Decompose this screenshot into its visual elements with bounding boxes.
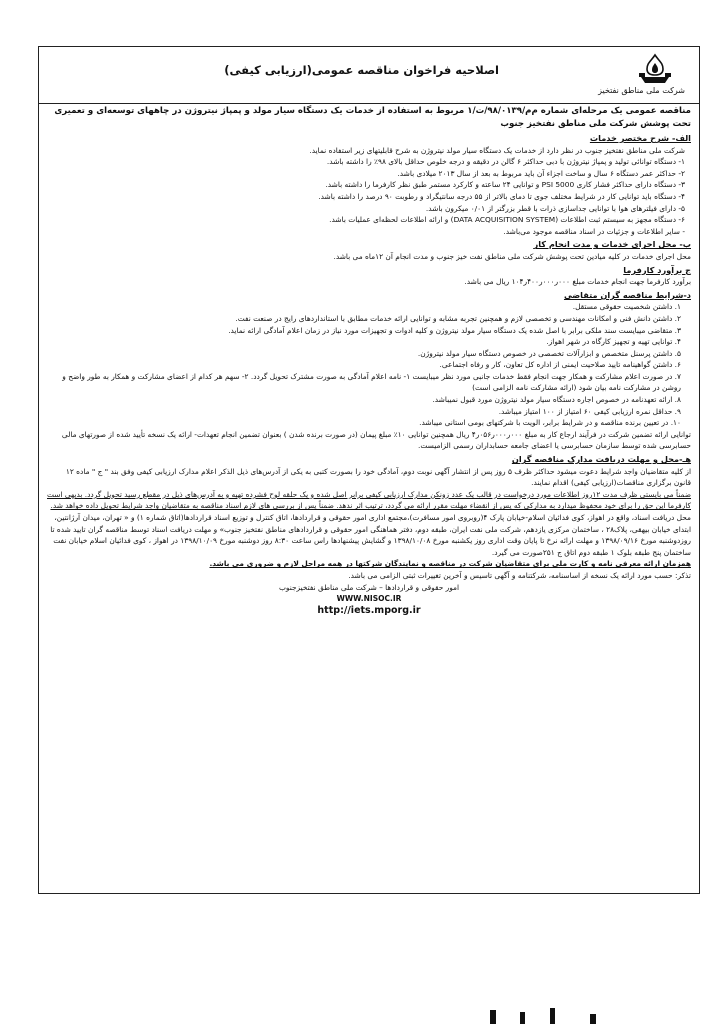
alef-line: شرکت ملی مناطق نفتخیز جنوب در نظر دارد از خدمات یک دستگاه سیار مولد نیتروژن به شرح قابلیتهای زیر استفاده نماید. — [309, 145, 685, 155]
intro-paragraph: مناقصه عمومی یک مرحله‌ای شماره م‌م/۹۸/۰۱۳۹/ت/۱ مربوط به استفاده از خدمات یک دستگاه سیار مولد و پمپاژ نیتروژن در چاههای توسعه‌ای و تعمیری تحت پوشش شرکت ملی مناطق نفتخیز جنوب — [54, 106, 691, 129]
attendance-text: همزمان ارائه معرفی نامه و کارت ملی برای متقاضیان شرکت در مناقصه و نمایندگان شرکتها در همه مراحل لازم و ضروری می باشد. — [209, 559, 691, 569]
dal-line: ۹. حداقل نمره ارزیابی کیفی ۶۰ امتیاز از ۱۰۰ امتیاز میباشد. — [498, 406, 681, 416]
signature: امور حقوقی و قراردادها – شرکت ملی مناطق نفتخیزجنوب — [278, 582, 460, 592]
dal-line: ۵. داشتن پرسنل متخصص و ابزارآلات تخصصی در خصوص دستگاه سیار مولد نیتروژن. — [417, 348, 681, 358]
dal-line: ۷. در صورت اعلام مشارکت و همکار جهت انجام فقط خدمات جانبی مورد نظر میبایست ۱- نامه اعلام آمادگی به صورت مشترک تحویل گردد. ۲- سهم هر کدام از اعضای مشارکت و همکار به طور واضح و روشن در مشارکت نامه بیان شود (ارائه مشارکت نامه الزامی است) — [62, 371, 681, 393]
he-line: محل دریافت اسناد، واقع در اهواز، کوی فدائیان اسلام-خیابان پارک ۴(روبروی امور مسافرت)،مجتمع اداری امور حقوقی و قراردادها، اتاق کنترل و توزیع اسناد قراردادها(اتاق شماره ۱) و « تهران، میدان آرژانتین، ابتدای خیابان بیهقی، پلاک۲۸ ، ساختمان مرکزی یازدهم، شرکت ملی نفت ایران، طبقه دوم، دفتر هماهنگی امور حقوقی و قراردادهای مناطق نفتخیز جنوب» و مهلت دریافت اسناد توسط مناقصه گران تایید شده تا روزدوشنبه مورخ ۱۳۹۸/۰۹/۱۶ و مهلت ارائه نرخ تا پایان وقت اداری روز یکشنبه مورخ ۱۳۹۸/۱۰/۰۸ و گشایش پیشنهادها راس ساعت ۸:۳۰ روز دوشنبه مورخ ۱۳۹۸/۱۰/۰۹ در اهواز ، کوی فدائیان اسلام خیابان نفت ساختمان پنج طبقه بلوک ۱ طبقه دوم اتاق ج ۲۵۱صورت می گیرد. — [50, 513, 691, 557]
document-page — [38, 46, 700, 894]
guarantee-text: توانایی ارائه تضمین شرکت در فرآیند ارجاع کار به مبلغ ۰۰۰ر۰۰۰ر۰۵۶ر۴ ریال همچنین توانایی ۱۰٪ مبلغ پیمان (در صورت برنده شدن ) بعنوان تضمین انجام تعهدات- ارائه یک نسخه تأیید شده از صورتهای مالی حسابرسی شده توسط سازمان حسابرسی یا اعضای جامعه حسابداران رسمی الزامیست. — [61, 429, 691, 451]
alef-line: ۳- دستگاه دارای حداکثر فشار کاری PSI 5000 و توانایی ۲۴ ساعته و کارکرد مستمر طبق نظر کارفرما را داشته باشد. — [325, 180, 685, 190]
company-logo — [598, 53, 685, 99]
alef-line: ۵- دارای فیلترهای هوا با توانایی جداسازی ذرات با قطر بزرگتر از ۰/۰۱ میکرون باشد. — [425, 203, 685, 213]
section-jim-title: ج برآورد کارفرما — [623, 264, 691, 275]
website-iets: http://iets.mporg.ir — [317, 604, 421, 616]
section-dal-title: د-شرایط مناقصه گران متقاضی — [563, 289, 691, 300]
he-line: از کلیه متقاضیان واجد شرایط دعوت میشود حداکثر ظرف ۵ روز پس از انتشار آگهی نوبت دوم، آمادگی خود را بصورت کتبی به یکی از آدرس‌های ذیل الذکر اعلام مدارک ارزیابی کیفی وفق بند " ج " ماده ۱۲ قانون برگزاری مناقصات(ارزیابی کیفی) اقدام نمایند. — [65, 466, 691, 488]
section-be-text: محل اجرای خدمات در کلیه میادین تحت پوشش شرکت ملی مناطق نفت خیز جنوب و مدت انجام آن ۱۲ماه می باشد. — [333, 251, 691, 261]
section-jim-text: برآورد کارفرما جهت انجام خدمات مبلغ ۰۰۰ر۰۰۰ر۴۰۰ر۱۰۴ ریال می باشد. — [464, 277, 691, 287]
dal-line: ۸. ارائه تعهدنامه در خصوص اجاره دستگاه سیار مولد نیتروژن مورد قبول نمیباشد. — [432, 395, 681, 405]
dal-line: ۴. توانایی تهیه و تجهیز کارگاه در شهر اهواز. — [546, 337, 681, 347]
dal-line: ۶. داشتن گواهینامه تایید صلاحیت ایمنی از اداره کل تعاون، کار و رفاه اجتماعی. — [439, 360, 681, 370]
section-be-title: ب- محل اجرای خدمات و مدت انجام کار — [533, 239, 691, 250]
bottom-fragment-glyphs — [480, 1000, 620, 1024]
he-line: ضمناً می بایستی ظرف مدت ۱۲روز اطلاعات مورد درخواست در قالب یک عدد زونکن مدارک ارزیابی کیفی برابر اصل شده و یک حلقه لوح فشرده تهیه و به آدرس‌های ذیل در مقطع رسید تحویل گردد. بدیهی است کارفرما این حق را برای خود محفوظ میدارد به مدارکی که پس از انقضاء مهلت مقرر ارائه می گردد، ترتیب اثر ندهد. ضمناً پس از بررسی های لازم اسناد مناقصه به متقاضیان واجد شرایط تحویل داده خواهد شد. — [47, 489, 691, 511]
section-alef-title: الف- شرح مختصر خدمات — [589, 133, 691, 143]
section-he-title: هـ-محل و مهلت دریافت مدارک مناقصه گران — [511, 454, 691, 465]
note-text: تذکر: حسب مورد ارائه یک نسخه از اساسنامه، شرکتنامه و آگهی تاسیس و آخرین تغییرات ثبتی الزامی می باشد. — [348, 570, 691, 580]
document-header — [39, 47, 699, 104]
alef-line: ۲- حداکثر عمر دستگاه ۶ سال و ساخت اجزاء آن باید مربوط به بعد از سال ۲۰۱۳ میلادی باشد. — [397, 168, 685, 178]
dal-line: ۱. داشتن شخصیت حقوقی مستقل. — [572, 302, 681, 312]
website-nisoc: WWW.NISOC.IR — [336, 594, 402, 604]
dal-line: ۱۰. در تعیین برنده مناقصه و در شرایط برابر، الویت با شرکتهای بومی استانی میباشد. — [419, 418, 681, 428]
alef-line: ۶- دستگاه مجهز به سیستم ثبت اطلاعات (DATA ACQUISITION SYSTEM) و ارائه اطلاعات لحظه‌ای عملیات باشد. — [329, 215, 685, 225]
dal-line: ۳. متقاضی میبایست سند ملکی برابر با اصل شده یک دستگاه سیار مولد نیتروژن و کلیه ادوات و تجهیزات مورد نیاز در زمان اعلام آمادگی ارائه نماید. — [228, 325, 681, 335]
alef-line: ۱- دستگاه توانائی تولید و پمپاژ نیتروژن با دبی حداکثر ۶ گالن در دقیقه و درجه خلوص حداقل بالای ۹۸٪ را داشته باشد. — [326, 157, 685, 167]
page-title: اصلاحیه فراخوان مناقصه عمومی(ارزیابی کیفی) — [224, 63, 499, 77]
bottom-text-fragment — [480, 1000, 620, 1024]
nioc-flame-logo-icon — [635, 53, 675, 85]
dal-line: ۲. داشتن دانش فنی و امکانات مهندسی و تخصصی لازم و همچنین تجربه مشابه و توانایی ارائه خدمات مطابق با استانداردهای رایج در صنعت نفت. — [235, 313, 681, 323]
alef-line: - سایر اطلاعات و جزئیات در اسناد مناقصه موجود می‌باشد. — [503, 226, 685, 236]
document-body — [47, 105, 691, 616]
alef-line: ۴- دستگاه باید توانایی کار در شرایط مختلف جوی تا دمای بالاتر از ۵۵ درجه سانتیگراد و رطوبت ۹۰ درصد را داشته باشد. — [318, 191, 685, 201]
company-name: شرکت ملی مناطق نفتخیز — [598, 86, 685, 95]
